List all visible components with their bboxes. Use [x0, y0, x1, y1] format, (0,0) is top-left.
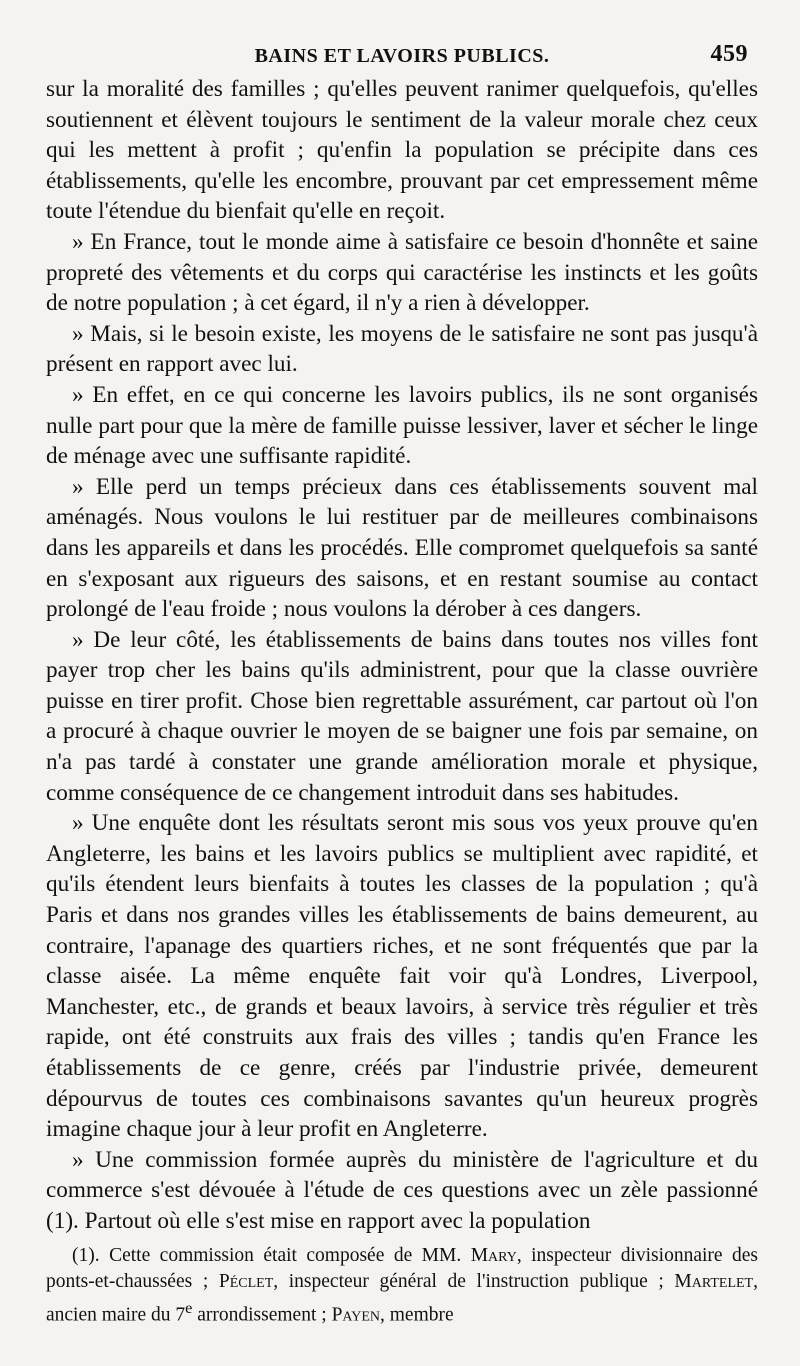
footnote-name-mary: Mary: [470, 1244, 517, 1266]
footnote-name-martelet: Martelet: [674, 1270, 754, 1292]
paragraph-3: » Mais, si le besoin existe, les moyens de le satisfaire ne sont pas jusqu'à présent en rapport avec lui.: [46, 320, 758, 378]
footnote-superscript: e: [185, 1298, 193, 1317]
running-title: BAINS ET LAVOIRS PUBLICS.: [254, 45, 550, 67]
paragraph-7: » Une enquête dont les résultats seront mis sous vos yeux prouve qu'en Angleterre, les bains et les lavoirs publics se multiplient avec rapidité, et qu'ils étendent leurs bienfaits à toutes les classes de la population ; qu'à Paris et dans nos grandes villes les établissements de bains demeurent, au contraire, l'apanage des quartiers riches, et ne sont fréquentés que par la classe aisée. La même enquête fait voir qu'à Londres, Liverpool, Manchester, etc., de grands et beaux lavoirs, à service très régulier et très rapide, ont été construits aux frais des villes ; tandis qu'en France les établissements de ce genre, créés par l'industrie privée, demeurent dépourvus de toutes ces combinaisons savantes qu'un heureux progrès imagine chaque jour à leur profit en Angleterre.: [46, 810, 758, 1143]
footnote-name-peclet: Péclet: [218, 1270, 274, 1292]
running-head: [46, 32, 758, 68]
footnote-text-6: , membre: [380, 1304, 454, 1326]
footnote-text-4: , ancien maire du 7: [46, 1270, 758, 1326]
paragraph-1: sur la moralité des familles ; qu'elles peuvent ranimer quelquefois, qu'elles soutiennent et élèvent toujours le sentiment de la valeur morale chez ceux qui les mettent à profit ; qu'enfin la population se précipite dans ces établissements, qu'elle les encombre, prouvant par cet empressement même toute l'étendue du bienfait qu'elle en reçoit.: [46, 76, 758, 225]
footnote: [46, 1243, 758, 1329]
body-text: [46, 74, 758, 1237]
footnote-text-3: , inspecteur général de l'instruction publique ;: [273, 1270, 675, 1292]
paragraph-6: » De leur côté, les établissements de bains dans toutes nos villes font payer trop cher les bains qu'ils administrent, pour que la classe ouvrière puisse en tirer profit. Chose bien regrettable assurément, car partout où l'on a procuré à chaque ouvrier le moyen de se baigner une fois par semaine, on n'a pas tardé à constater une grande amélioration morale et physique, comme conséquence de ce changement introduit dans ses habitudes.: [46, 626, 758, 806]
paragraph-8: » Une commission formée auprès du ministère de l'agriculture et du commerce s'est dévouée à l'étude de ces questions avec un zèle passionné (1). Partout où elle s'est mise en rapport avec la population: [46, 1146, 758, 1234]
page-number: 459: [710, 41, 748, 67]
footnote-text-5: arrondissement ;: [192, 1304, 332, 1326]
paragraph-2: » En France, tout le monde aime à satisfaire ce besoin d'honnête et saine propreté des vêtements et du corps qui caractérise les instincts et les goûts de notre population ; à cet égard, il n'y a rien à développer.: [46, 228, 758, 317]
paragraph-5: » Elle perd un temps précieux dans ces établissements souvent mal aménagés. Nous voulons le lui restituer par de meilleures combinaisons dans les appareils et dans les procédés. Elle compromet quelquefois sa santé en s'exposant aux rigueurs des saisons, et en restant soumise au contact prolongé de l'eau froide ; nous voulons la dérober à ces dangers.: [46, 473, 758, 623]
footnote-text-1: Cette commission était composée de MM.: [99, 1244, 471, 1266]
footnote-name-payen: Payen: [331, 1304, 381, 1326]
footnote-text-2: , inspecteur divisionnaire des ponts-et-chaussées ;: [46, 1244, 758, 1292]
footnote-marker: (1).: [72, 1244, 100, 1266]
paragraph-4: » En effet, en ce qui concerne les lavoirs publics, ils ne sont organisés nulle part pour que la mère de famille puisse lessiver, laver et sécher le linge de ménage avec une suffisante rapidité.: [46, 381, 758, 470]
